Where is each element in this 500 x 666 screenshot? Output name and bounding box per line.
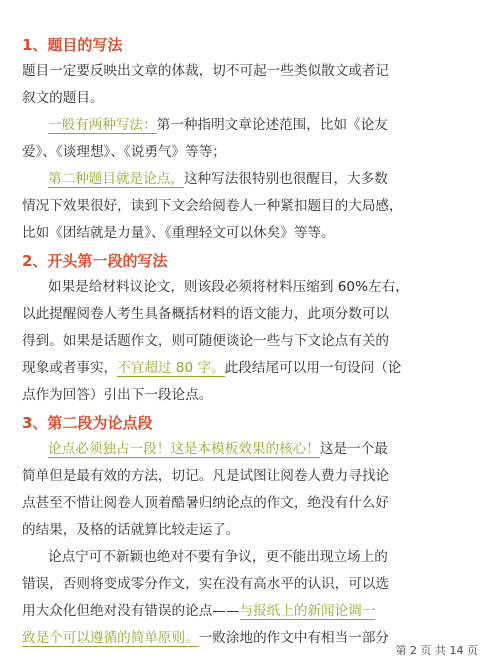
body-text: 现象或者事实， bbox=[22, 360, 118, 376]
s2-line-3: 得到。如果是话题作文，则可随便谈论一些与下文论点有关的 bbox=[22, 333, 390, 349]
s1-para-2-line-1 bbox=[48, 115, 484, 135]
s1-para-2-line-2: 爱》、《谈理想》、《说勇气》等等； bbox=[22, 144, 226, 160]
highlight-text: 与报纸上的新闻论调一 bbox=[239, 603, 376, 619]
body-text: 这种写法很特别也很醒目，大多数 bbox=[183, 171, 388, 187]
s3-line-2: 简单但是最有效的方法，切记。凡是试图让阅卷人费力寻找论 bbox=[22, 468, 390, 484]
s3-line-1 bbox=[48, 439, 484, 459]
s1-line-2: 叙文的题目。 bbox=[22, 90, 104, 106]
s1-line-1: 题目一定要反映出文章的体裁，切不可起一些类似散文或者记 bbox=[22, 63, 390, 79]
body-text: 用大众化但绝对没有错误的论点—— bbox=[22, 603, 240, 619]
section-3-heading: 3、第二段为论点段 bbox=[22, 414, 153, 432]
body-text: 此段结尾可以用一句设问（论 bbox=[224, 360, 402, 376]
s3-para-2-line-2: 错误，否则将变成零分作文，实在没有高水平的认识，可以选 bbox=[22, 576, 390, 592]
page-number: 第 2 页 共 14 页 bbox=[395, 644, 478, 657]
s1-para-3-line-3: 比如《团结就是力量》、《重理轻文可以休矣》等等。 bbox=[22, 225, 335, 241]
s2-line-1: 如果是给材料议论文，则该段必须将材料压缩到 60%左右， bbox=[48, 279, 409, 295]
highlight-text: 第二种题目就是论点， bbox=[48, 171, 184, 187]
s2-line-4 bbox=[22, 358, 484, 378]
highlight-text: 论点必须独占一段！这是本模板效果的核心！ bbox=[48, 441, 320, 457]
s3-para-2-line-1: 论点宁可不新颖也绝对不要有争议，更不能出现立场上的 bbox=[48, 549, 388, 565]
s3-para-2-line-3 bbox=[22, 601, 484, 621]
s1-para-3-line-2: 情况下效果很好，读到下文会给阅卷人一种紧扣题目的大局感， bbox=[22, 198, 403, 214]
s3-line-4: 的结果，及格的话就算比较走运了。 bbox=[22, 522, 240, 538]
s1-para-3-line-1 bbox=[48, 169, 484, 189]
section-1-heading: 1、题目的写法 bbox=[22, 36, 123, 54]
s2-line-2: 以此提醒阅卷人考生具备概括材料的语文能力，此项分数可以 bbox=[22, 306, 390, 322]
highlight-text: 一般有两种写法： bbox=[48, 117, 157, 133]
highlight-text: 致是个可以遵循的简单原则。 bbox=[22, 630, 199, 646]
body-text: 一败涂地的作文中有相当一部分 bbox=[198, 630, 390, 646]
s2-line-5: 点作为回答）引出下一段论点。 bbox=[22, 387, 213, 403]
body-text: 第一种指明文章论述范围，比如《论友 bbox=[156, 117, 388, 133]
body-text: 这是一个最 bbox=[319, 441, 388, 457]
section-2-heading: 2、开头第一段的写法 bbox=[22, 252, 168, 270]
highlight-text: 不宜超过 80 字。 bbox=[117, 360, 225, 376]
s3-line-3: 点甚至不惜让阅卷人顶着酷暑归纳论点的作文，绝没有什么好 bbox=[22, 495, 390, 511]
